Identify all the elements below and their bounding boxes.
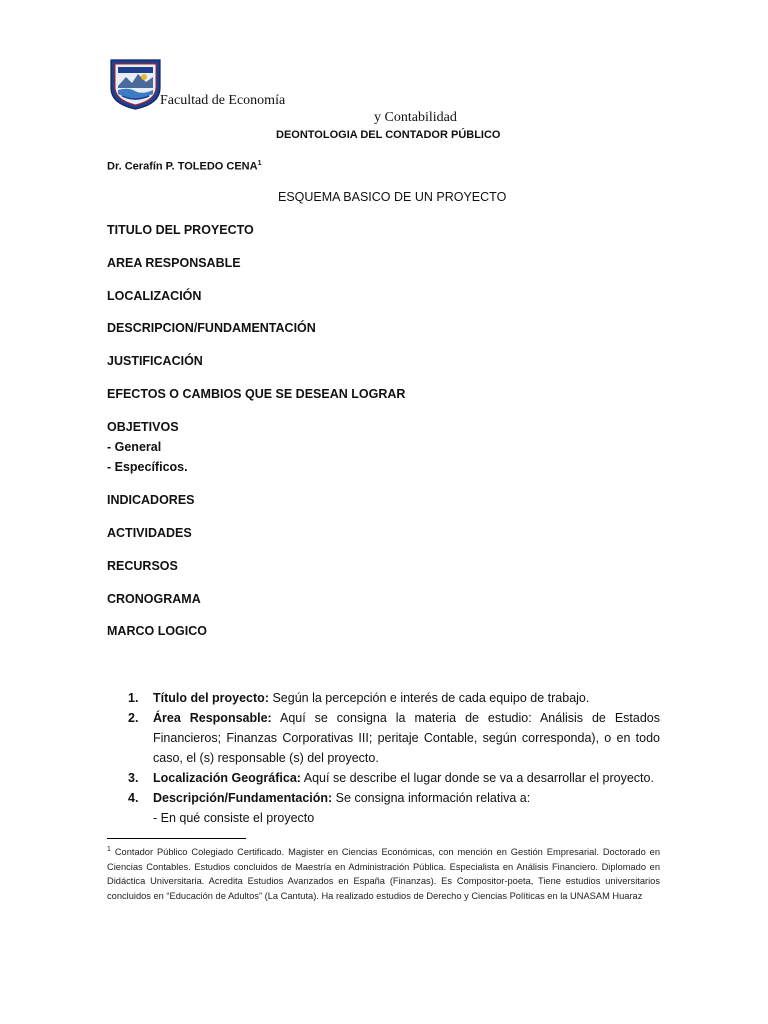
footnote xyxy=(107,843,660,903)
section-marco-logico: MARCO LOGICO xyxy=(107,624,207,638)
list-item-subpoint: - En qué consiste el proyecto xyxy=(153,811,315,825)
faculty-name-continued: y Contabilidad xyxy=(374,110,457,125)
list-item-text: Aquí se describe el lugar donde se va a desarrollar el proyecto. xyxy=(300,771,654,785)
section-area: AREA RESPONSABLE xyxy=(107,256,241,270)
list-item-text: Según la percepción e interés de cada equipo de trabajo. xyxy=(268,691,590,705)
section-titulo: TITULO DEL PROYECTO xyxy=(107,223,254,237)
university-seal xyxy=(108,58,163,110)
footnote-mark: 1 xyxy=(107,846,111,853)
objetivo-general: - General xyxy=(107,440,162,454)
objetivo-especificos: - Específicos. xyxy=(107,460,188,474)
list-item-text: Aquí se consigna la materia de estudio: Análisis de Estados Financieros; Finanzas Corporativas III; peritaje Contable, según corresponda), o en todo caso, el (s) responsable (s) del proyecto. xyxy=(153,711,661,765)
faculty-name: Facultad de Economía xyxy=(160,93,286,108)
numbered-list xyxy=(128,688,660,828)
list-item-text: Se consigna información relativa a: xyxy=(332,791,531,805)
section-recursos: RECURSOS xyxy=(107,559,178,573)
list-item-number: 1. xyxy=(128,691,139,705)
list-item xyxy=(128,688,660,708)
section-cronograma: CRONOGRAMA xyxy=(107,592,201,606)
list-item-number: 2. xyxy=(128,711,139,725)
list-item-number: 4. xyxy=(128,791,139,805)
list-item xyxy=(128,768,660,788)
section-actividades: ACTIVIDADES xyxy=(107,526,192,540)
course-title: DEONTOLOGIA DEL CONTADOR PÚBLICO xyxy=(276,129,501,141)
author-footnote-mark: 1 xyxy=(257,160,262,167)
list-item-label: Descripción/Fundamentación: xyxy=(153,791,333,805)
document-title: ESQUEMA BASICO DE UN PROYECTO xyxy=(278,190,507,204)
list-item-label: Título del proyecto: xyxy=(153,691,269,705)
section-justificacion: JUSTIFICACIÓN xyxy=(107,354,203,368)
author-name: Dr. Cerafín P. TOLEDO CENA xyxy=(107,160,258,173)
section-localizacion: LOCALIZACIÓN xyxy=(107,289,202,303)
section-indicadores: INDICADORES xyxy=(107,493,195,507)
footnote-text: Contador Público Colegiado Certificado. Magister en Ciencias Económicas, con mención en Gestión Empresarial. Doctorado en Ciencias Contables. Estudios concluidos de Maestría en Administración Pública. Especialista en Análisis Financiero. Diplomado en Didáctica Universitaria. Acredita Estudios Avanzados en España (Finanzas). Es Compositor-poeta, Tiene estudios universitarios concluidos en “Educación de Adultos” (La Cantuta). Ha realizado estudios de Derecho y Ciencias Políticas en la UNASAM Huaraz xyxy=(107,847,660,901)
list-item-label: Área Responsable: xyxy=(153,711,272,725)
section-efectos: EFECTOS O CAMBIOS QUE SE DESEAN LOGRAR xyxy=(107,387,406,401)
list-item xyxy=(128,788,660,828)
footnote-divider xyxy=(107,838,246,839)
list-item-label: Localización Geográfica: xyxy=(153,771,301,785)
author-line xyxy=(107,160,261,173)
list-item xyxy=(128,708,660,768)
list-item-number: 3. xyxy=(128,771,139,785)
section-objetivos: OBJETIVOS xyxy=(107,420,179,434)
section-descripcion: DESCRIPCION/FUNDAMENTACIÓN xyxy=(107,321,316,335)
